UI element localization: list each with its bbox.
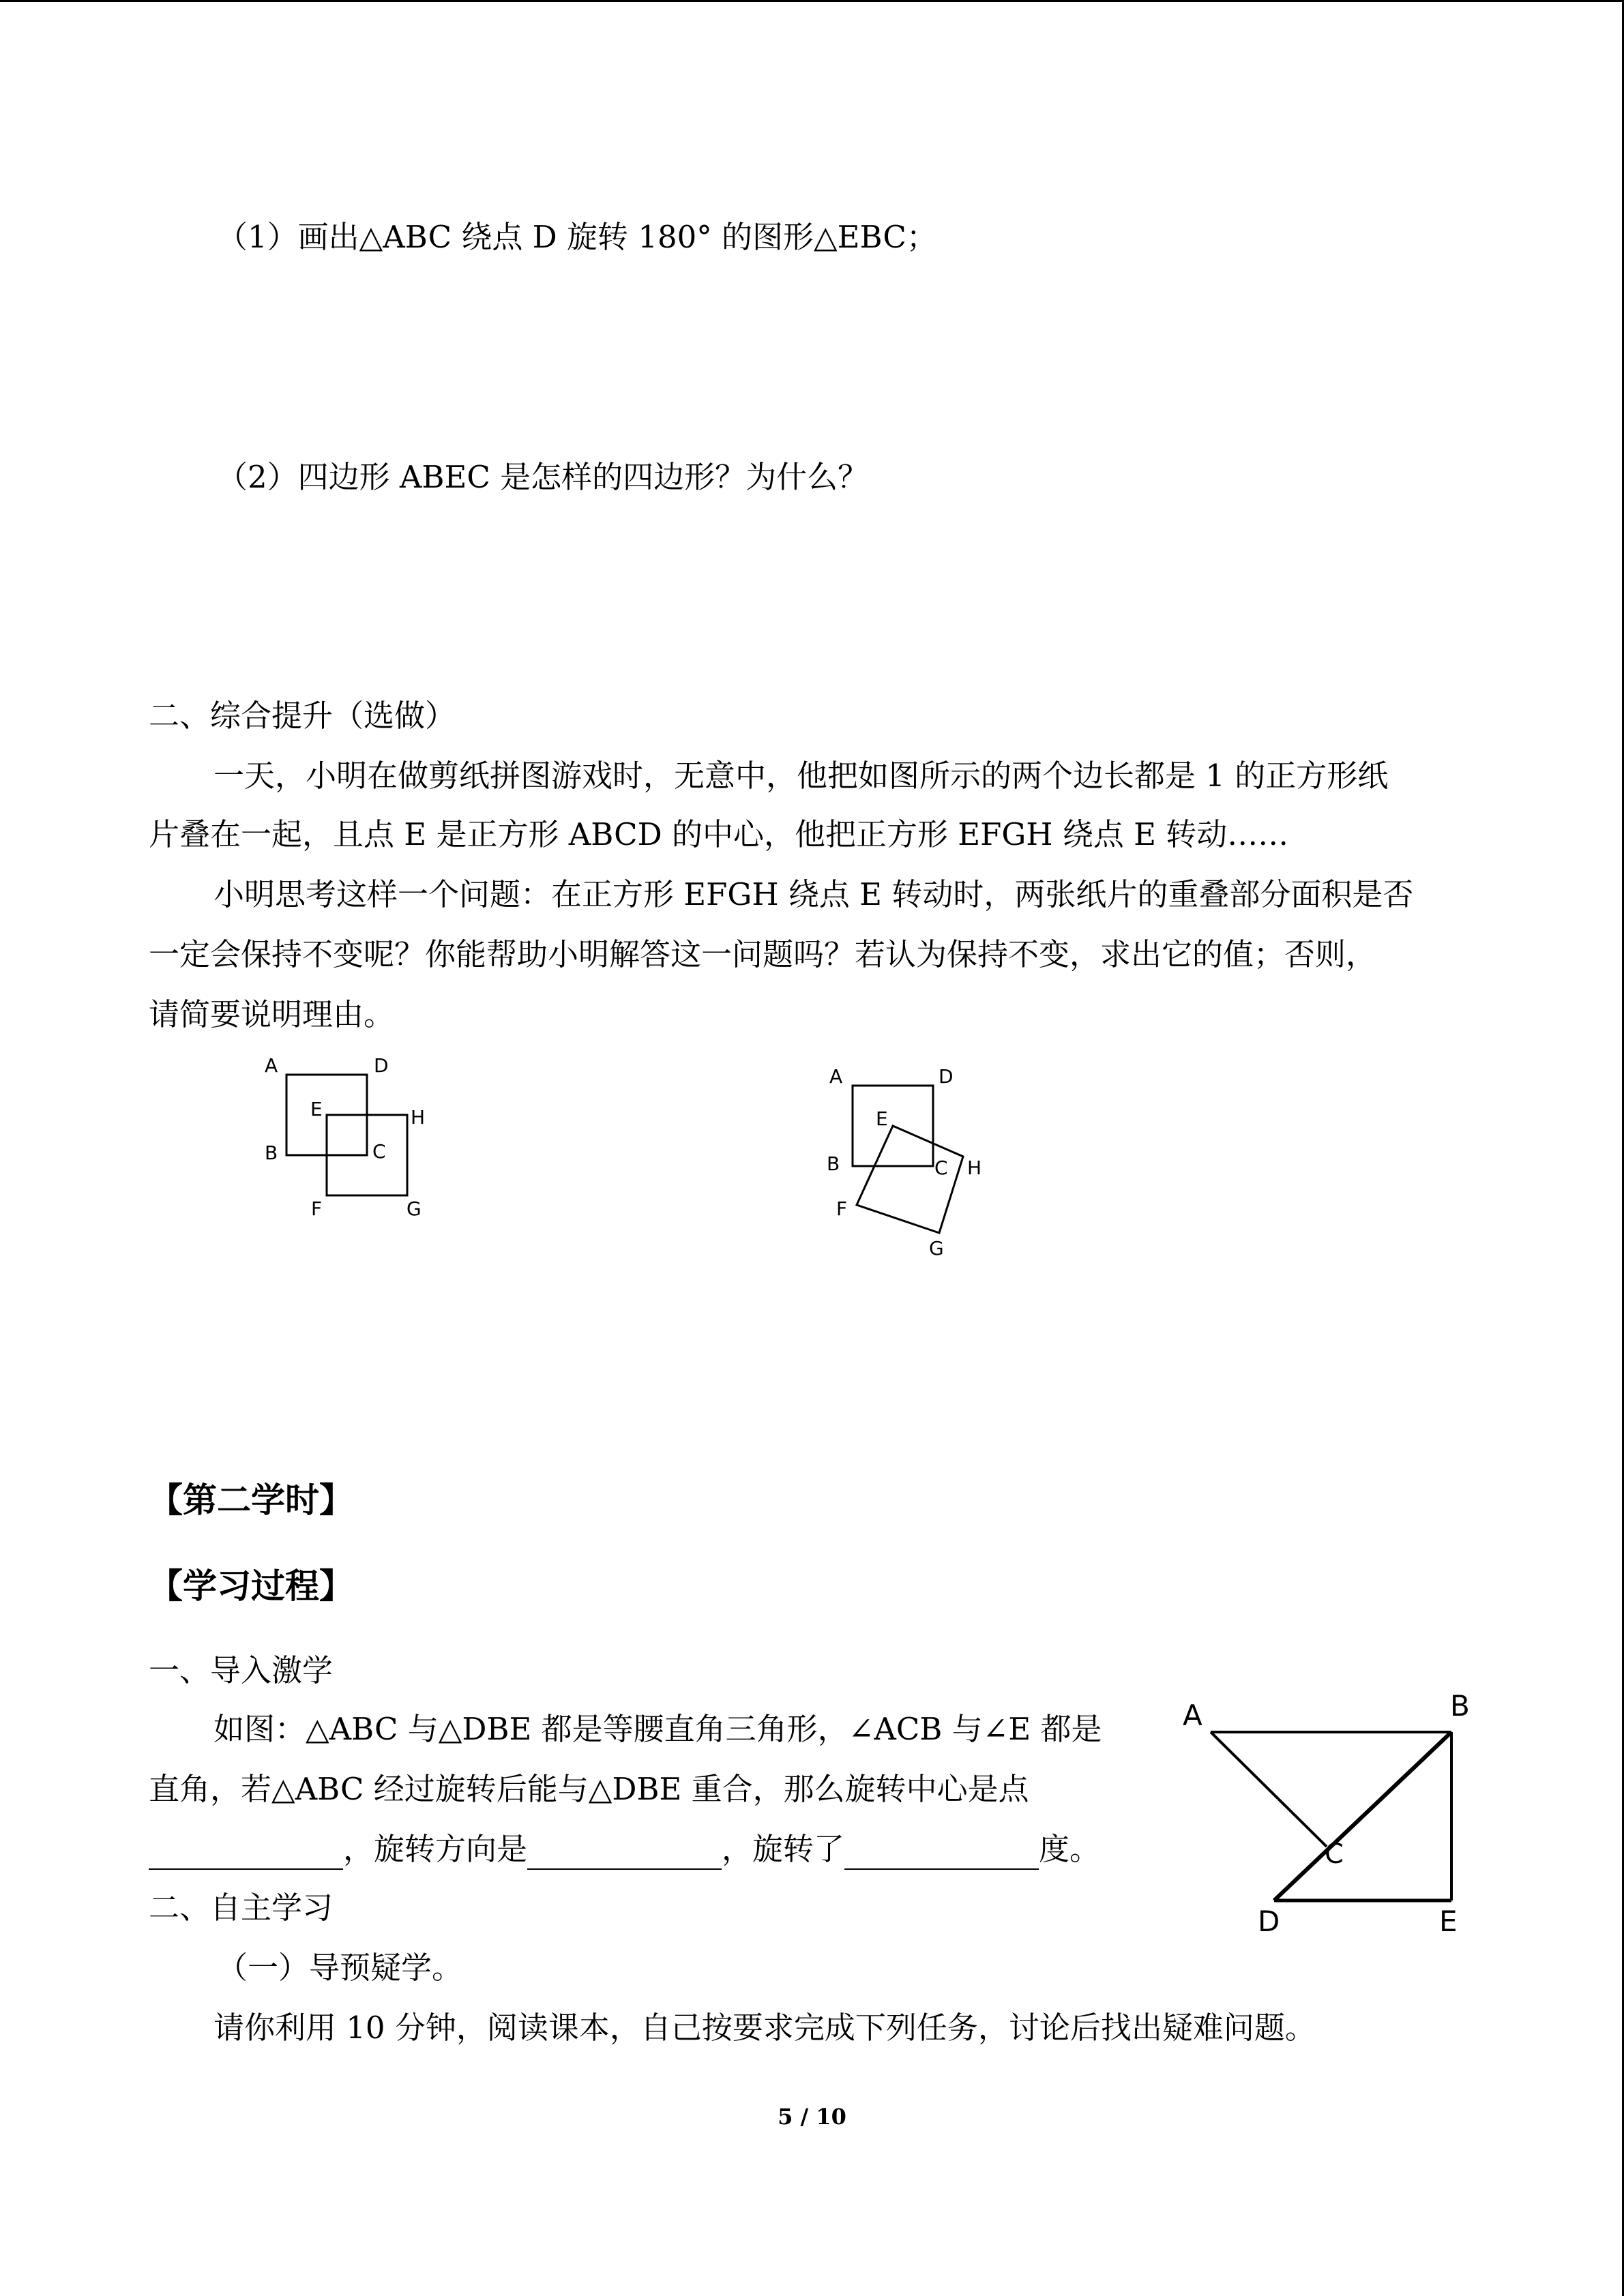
label-e: E [1439, 1905, 1458, 1938]
page-number: 5 / 10 [778, 2104, 846, 2130]
answer-blank-center[interactable] [149, 1836, 343, 1870]
answer-blank-degrees[interactable] [844, 1836, 1039, 1870]
label-e: E [876, 1107, 888, 1130]
label-d: D [374, 1054, 389, 1077]
rotated-squares-figure [818, 1057, 1023, 1262]
intro-paragraph-1: 如图：△ABC 与△DBE 都是等腰直角三角形，∠ACB 与∠E 都是 [213, 1711, 1102, 1747]
label-a: A [265, 1054, 278, 1077]
heading-second-lesson: 【第二学时】 [149, 1480, 353, 1520]
question-2: （2）四边形 ABEC 是怎样的四边形？为什么？ [217, 459, 869, 495]
self-study-subtitle: （一）导预疑学。 [217, 1950, 463, 1986]
label-f: F [311, 1197, 323, 1220]
section-2-title: 二、综合提升（选做） [149, 698, 456, 734]
section-2-paragraph-1a: 一天，小明在做剪纸拼图游戏时，无意中，他把如图所示的两个边长都是 1 的正方形纸 [213, 758, 1389, 794]
blank-text-1: ，旋转方向是 [343, 1831, 528, 1867]
heading-learning-process: 【学习过程】 [149, 1566, 353, 1606]
section-2-paragraph-1b: 片叠在一起，且点 E 是正方形 ABCD 的中心，他把正方形 EFGH 绕点 E 转动…… [149, 816, 1289, 852]
label-h: H [411, 1106, 426, 1129]
overlapping-squares-figure [252, 1043, 457, 1227]
label-c: C [372, 1140, 386, 1163]
label-c: C [934, 1157, 948, 1179]
section-2-paragraph-2a: 小明思考这样一个问题：在正方形 EFGH 绕点 E 转动时，两张纸片的重叠部分面积是否 [213, 876, 1414, 912]
question-1: （1）画出△ABC 绕点 D 旋转 180° 的图形△EBC； [217, 219, 937, 255]
square-efgh [857, 1126, 963, 1233]
answer-blank-direction[interactable] [527, 1836, 722, 1870]
self-study-title: 二、自主学习 [149, 1890, 334, 1926]
label-g: G [407, 1197, 422, 1220]
section-2-paragraph-2c: 请简要说明理由。 [149, 996, 395, 1032]
label-e: E [310, 1098, 323, 1120]
label-d: D [939, 1065, 954, 1088]
intro-paragraph-2: 直角，若△ABC 经过旋转后能与△DBE 重合，那么旋转中心是点 [149, 1771, 1029, 1807]
label-c: C [1325, 1838, 1344, 1870]
label-g: G [929, 1237, 944, 1259]
blank-text-2: ，旋转了 [722, 1831, 845, 1867]
label-f: F [836, 1197, 848, 1220]
segment-bd [1274, 1732, 1451, 1900]
triangles-figure [1173, 1684, 1487, 1950]
label-h: H [967, 1157, 982, 1179]
label-a: A [1183, 1699, 1202, 1732]
segment-ac [1211, 1732, 1327, 1847]
intro-title: 一、导入激学 [149, 1652, 334, 1688]
section-2-paragraph-2b: 一定会保持不变呢？你能帮助小明解答这一问题吗？若认为保持不变，求出它的值；否则， [149, 936, 1377, 972]
blank-text-3: 度。 [1039, 1831, 1101, 1867]
intro-fill-in-line [149, 1829, 1100, 1870]
label-b: B [1450, 1689, 1470, 1723]
self-study-paragraph: 请你利用 10 分钟，阅读课本，自己按要求完成下列任务，讨论后找出疑难问题。 [213, 2010, 1316, 2046]
label-d: D [1258, 1905, 1280, 1938]
label-b: B [827, 1152, 840, 1175]
label-b: B [265, 1142, 278, 1164]
label-a: A [829, 1065, 843, 1088]
